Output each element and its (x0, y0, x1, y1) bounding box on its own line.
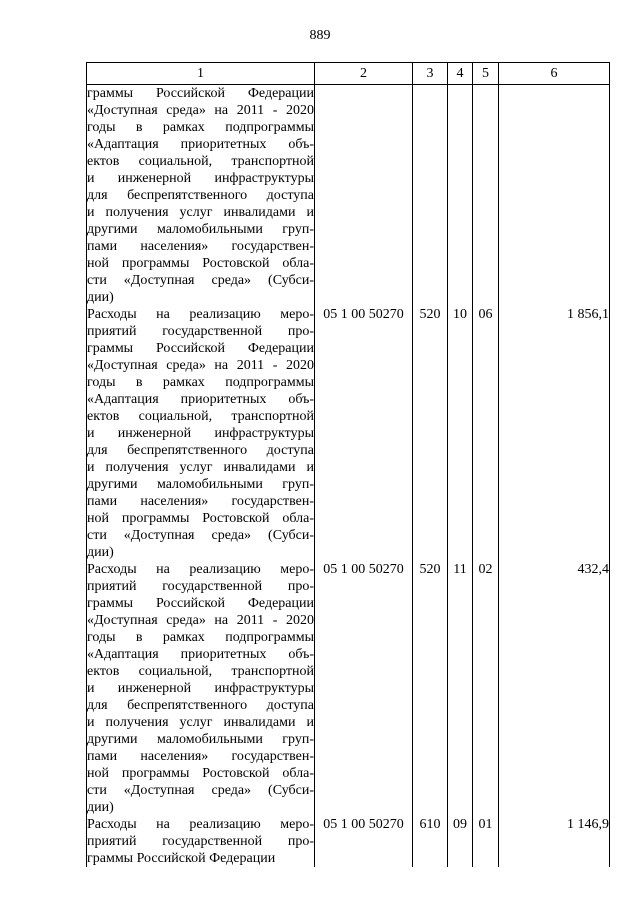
header-col-3: 3 (413, 63, 448, 85)
header-col-4: 4 (448, 63, 473, 85)
row-subsection: 06 (473, 306, 499, 561)
description-line: ной программы Ростовской обла- (87, 256, 314, 271)
description-line: сти «Доступная среда» (Субси- (87, 528, 314, 543)
row-description (87, 85, 315, 307)
header-col-5: 5 (473, 63, 499, 85)
description-line: сти «Доступная среда» (Субси- (87, 783, 314, 798)
description-line: Расходы на реализацию меро- (87, 307, 314, 322)
row-amount: 432,4 (499, 561, 610, 816)
row-target-code: 05 1 00 50270 (315, 561, 413, 816)
row-description (87, 306, 315, 561)
description-line: ной программы Ростовской обла- (87, 766, 314, 781)
description-line: ной программы Ростовской обла- (87, 511, 314, 526)
row-section: 11 (448, 561, 473, 816)
description-line: другими маломобильными груп- (87, 222, 314, 237)
description-line: «Адаптация приоритетных объ- (87, 647, 314, 662)
row-subsection: 02 (473, 561, 499, 816)
row-expense-type (413, 85, 448, 307)
description-line: годы в рамках подпрограммы (87, 375, 314, 390)
row-target-code: 05 1 00 50270 (315, 816, 413, 867)
description-line: для беспрепятственного доступа (87, 443, 314, 458)
header-col-2: 2 (315, 63, 413, 85)
description-line: граммы Российской Федерации (87, 341, 314, 356)
description-line: граммы Российской Федерации (87, 851, 276, 866)
row-section: 09 (448, 816, 473, 867)
row-target-code: 05 1 00 50270 (315, 306, 413, 561)
budget-table (86, 62, 610, 867)
row-subsection (473, 85, 499, 307)
table-row (87, 561, 610, 816)
description-line: годы в рамках подпрограммы (87, 120, 314, 135)
description-line: приятий государственной про- (87, 834, 314, 849)
description-line: ектов социальной, транспортной (87, 664, 314, 679)
description-line: и получения услуг инвалидами и (87, 715, 314, 730)
description-line: годы в рамках подпрограммы (87, 630, 314, 645)
description-line: пами населения» государствен- (87, 494, 314, 509)
description-line: ектов социальной, транспортной (87, 409, 314, 424)
description-line: приятий государственной про- (87, 324, 314, 339)
row-section (448, 85, 473, 307)
description-line: приятий государственной про- (87, 579, 314, 594)
row-amount: 1 146,9 (499, 816, 610, 867)
row-expense-type: 610 (413, 816, 448, 867)
description-line: граммы Российской Федерации (87, 596, 314, 611)
description-line: другими маломобильными груп- (87, 477, 314, 492)
description-line: дии) (87, 800, 114, 815)
description-line: «Адаптация приоритетных объ- (87, 137, 314, 152)
description-line: сти «Доступная среда» (Субси- (87, 273, 314, 288)
description-line: дии) (87, 290, 114, 305)
page-number: 889 (309, 28, 331, 43)
table-row (87, 816, 610, 867)
description-line: «Доступная среда» на 2011 - 2020 (87, 103, 314, 118)
row-subsection: 01 (473, 816, 499, 867)
description-line: Расходы на реализацию меро- (87, 817, 314, 832)
row-expense-type: 520 (413, 561, 448, 816)
table-row (87, 306, 610, 561)
description-line: и инженерной инфраструктуры (87, 426, 314, 441)
description-line: ектов социальной, транспортной (87, 154, 314, 169)
description-line: Расходы на реализацию меро- (87, 562, 314, 577)
description-line: другими маломобильными груп- (87, 732, 314, 747)
row-description (87, 561, 315, 816)
description-line: дии) (87, 545, 114, 560)
row-section: 10 (448, 306, 473, 561)
header-col-6: 6 (499, 63, 610, 85)
row-amount (499, 85, 610, 307)
row-expense-type: 520 (413, 306, 448, 561)
description-line: и инженерной инфраструктуры (87, 171, 314, 186)
description-line: «Доступная среда» на 2011 - 2020 (87, 358, 314, 373)
header-col-1: 1 (87, 63, 315, 85)
description-line: и получения услуг инвалидами и (87, 205, 314, 220)
header-row (87, 63, 610, 85)
description-line: пами населения» государствен- (87, 239, 314, 254)
description-line: пами населения» государствен- (87, 749, 314, 764)
row-target-code (315, 85, 413, 307)
description-line: «Доступная среда» на 2011 - 2020 (87, 613, 314, 628)
description-line: граммы Российской Федерации (87, 86, 314, 101)
row-description (87, 816, 315, 867)
table-row (87, 85, 610, 307)
description-line: и получения услуг инвалидами и (87, 460, 314, 475)
description-line: «Адаптация приоритетных объ- (87, 392, 314, 407)
description-line: для беспрепятственного доступа (87, 188, 314, 203)
description-line: для беспрепятственного доступа (87, 698, 314, 713)
row-amount: 1 856,1 (499, 306, 610, 561)
description-line: и инженерной инфраструктуры (87, 681, 314, 696)
